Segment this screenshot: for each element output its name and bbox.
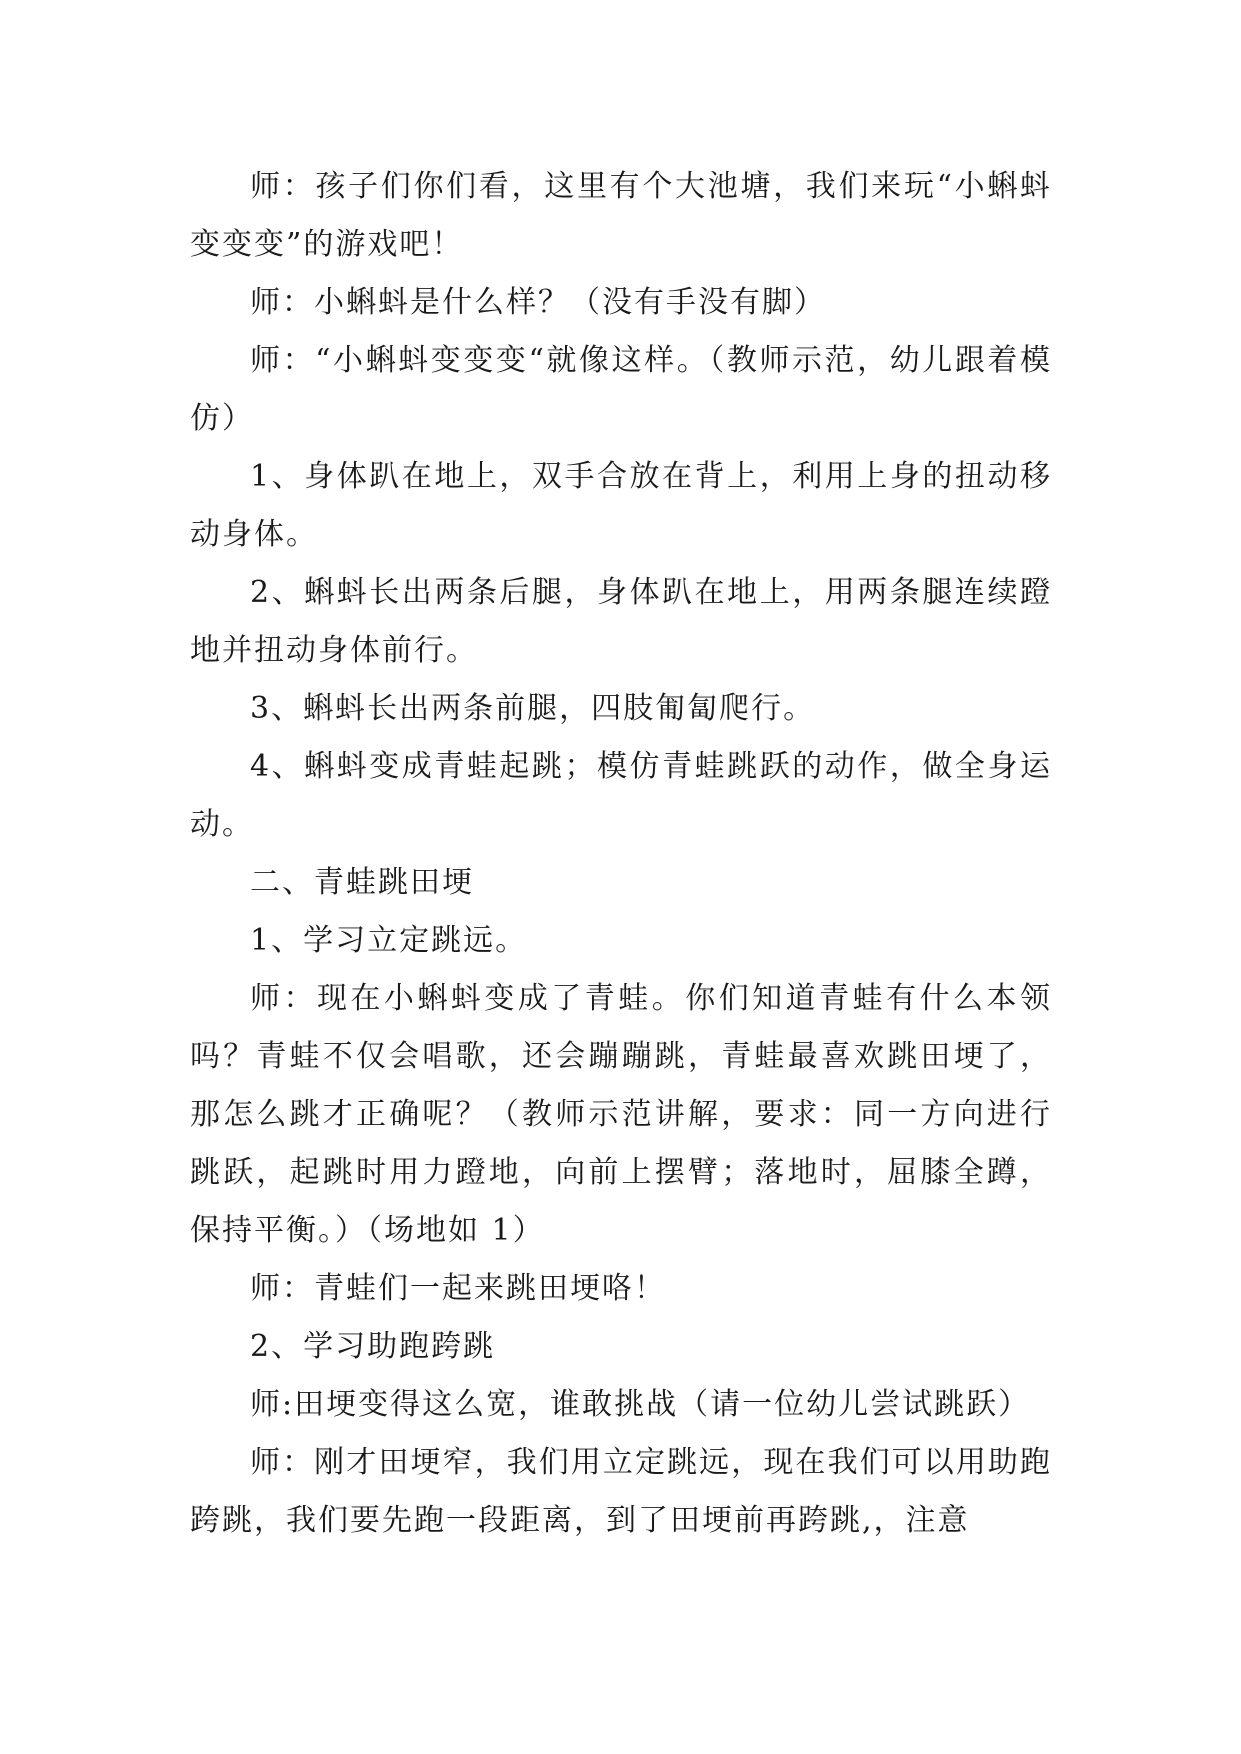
paragraph-question: 师：小蝌蚪是什么样？（没有手没有脚）	[250, 285, 826, 320]
subsection-heading-1: 1、学习立定跳远。	[250, 923, 528, 958]
paragraph-intro: 师：孩子们你们看，这里有个大池塘，我们来玩“小蝌蚪变变变”的游戏吧！	[190, 169, 1052, 262]
paragraph-demo: 师：“小蝌蚪变变变“就像这样。（教师示范，幼儿跟着模仿）	[190, 343, 1052, 436]
paragraph-run-jump: 师：刚才田埂窄，我们用立定跳远，现在我们可以用助跑跨跳，我们要先跑一段距离，到了田埂前再跨跳,，注意	[190, 1445, 1052, 1538]
section-heading: 二、青蛙跳田埂	[250, 865, 474, 900]
paragraph-step-2: 2、蝌蚪长出两条后腿，身体趴在地上，用两条腿连续蹬地并扭动身体前行。	[190, 575, 1052, 668]
paragraph-step-4: 4、蝌蚪变成青蛙起跳；模仿青蛙跳跃的动作，做全身运动。	[190, 749, 1052, 842]
paragraph-step-1: 1、身体趴在地上，双手合放在背上，利用上身的扭动移动身体。	[190, 459, 1052, 552]
document-page	[190, 158, 1052, 1550]
paragraph-jump-together: 师：青蛙们一起来跳田埂咯！	[250, 1271, 666, 1306]
subsection-heading-2: 2、学习助跑跨跳	[250, 1329, 496, 1364]
paragraph-challenge: 师:田埂变得这么宽，谁敢挑战（请一位幼儿尝试跳跃）	[250, 1387, 1031, 1422]
paragraph-step-3: 3、蝌蚪长出两条前腿，四肢匍匐爬行。	[250, 691, 816, 726]
paragraph-frog-skills: 师：现在小蝌蚪变成了青蛙。你们知道青蛙有什么本领吗？青蛙不仅会唱歌，还会蹦蹦跳，青蛙最喜欢跳田埂了，那怎么跳才正确呢？（教师示范讲解，要求：同一方向进行跳跃，起跳时用力蹬地，向前上摆臂；落地时，屈膝全蹲，保持平衡。）（场地如 1）	[190, 981, 1052, 1248]
